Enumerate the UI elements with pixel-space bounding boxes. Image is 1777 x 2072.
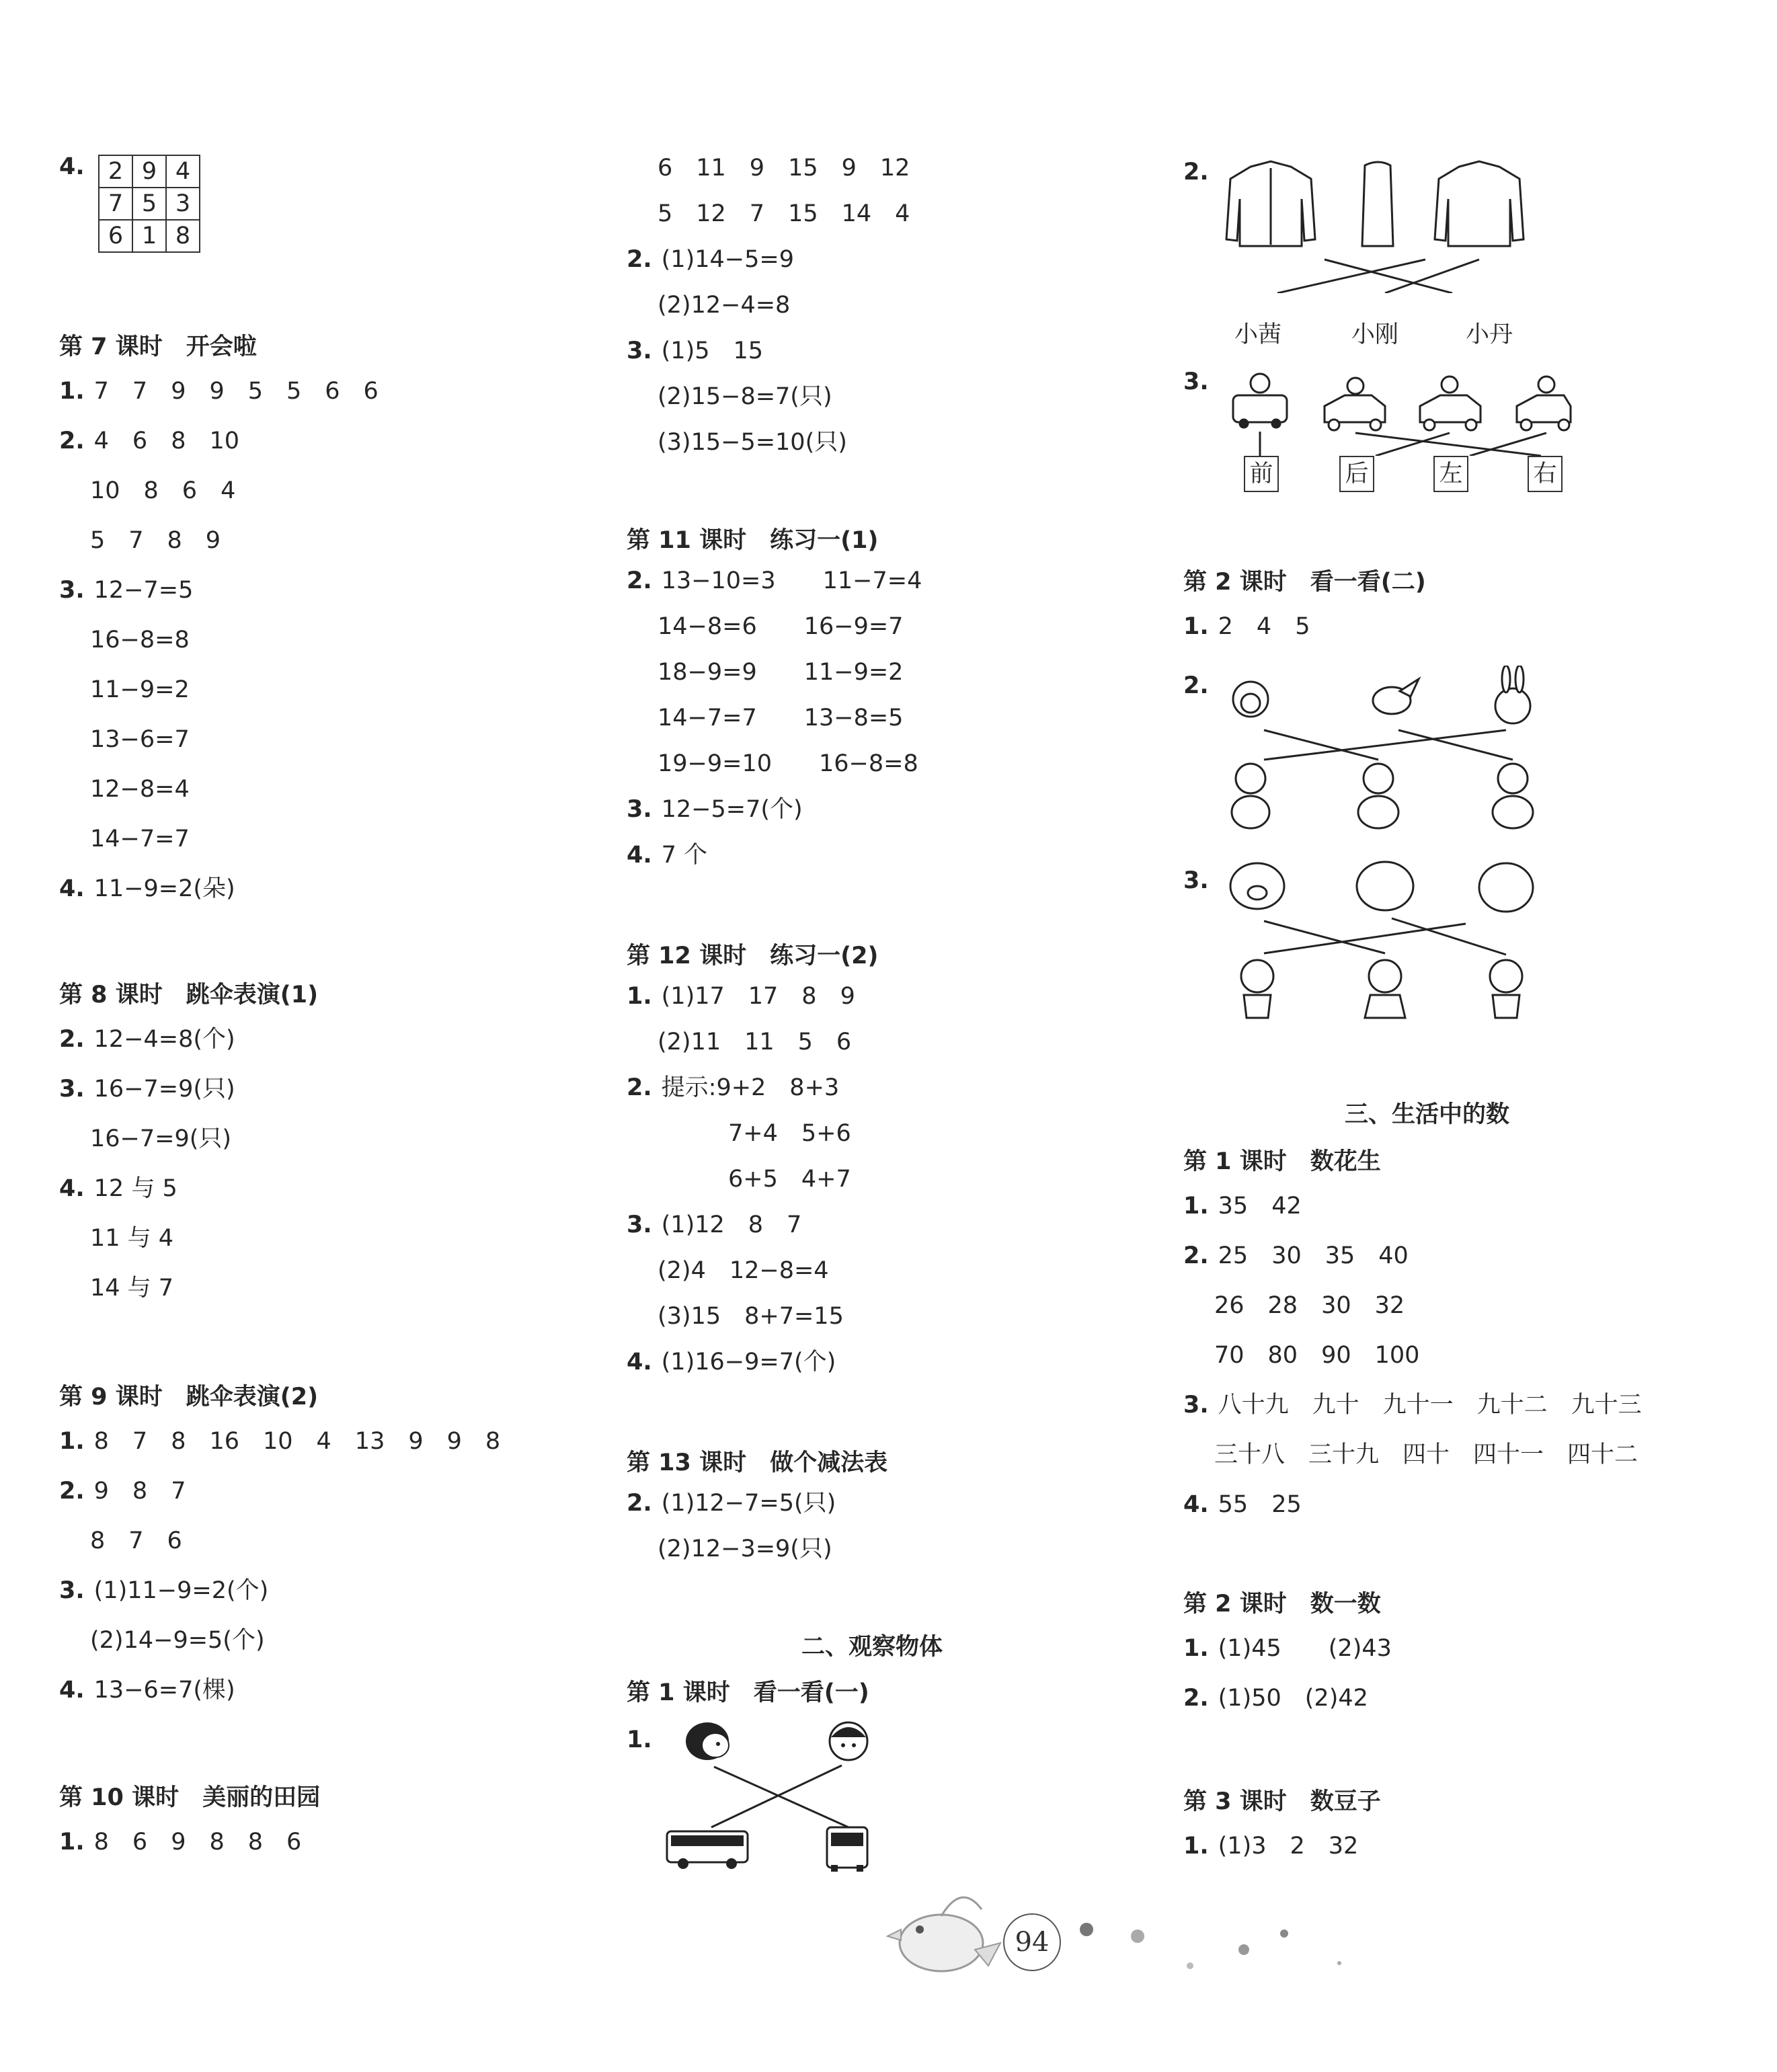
section-title-7: 第 7 课时 开会啦 (59, 333, 257, 360)
answer-line (1183, 1292, 1405, 1319)
answer-line (59, 1125, 231, 1152)
question-number: 4. (59, 875, 85, 902)
answer-line (627, 1029, 851, 1055)
answer-text: (1)45 (2)43 (1218, 1635, 1392, 1662)
answer-line (1183, 1392, 1642, 1419)
question-number: 2. (59, 1026, 85, 1053)
answer-line (627, 429, 847, 456)
answer-line (59, 1225, 173, 1252)
answer-text: 5 7 8 9 (90, 527, 221, 554)
section-title-12: 第 12 课时 练习一(2) (627, 943, 879, 969)
answer-text: 6+5 4+7 (658, 1166, 851, 1193)
name-xiaoqian: 小茜 (1234, 321, 1282, 348)
unit3-section-title-2: 第 2 课时 数一数 (1183, 1591, 1381, 1618)
shirt-back-icon (1435, 161, 1524, 246)
answer-text: 16−8=8 (90, 627, 190, 653)
answer-text: 5 12 7 15 14 4 (658, 200, 910, 227)
cell: 8 (166, 220, 200, 252)
answer-line (627, 796, 803, 823)
question-number: 1. (59, 378, 85, 405)
answer-line (59, 1478, 186, 1505)
shirt-front-icon (1226, 161, 1315, 246)
answer-text: 14−7=7 13−8=5 (658, 705, 904, 731)
question-number: 2. (1183, 1242, 1209, 1269)
answer-text: (1)50 (2)42 (1218, 1685, 1368, 1712)
answer-text: 4 6 8 10 (93, 428, 239, 454)
answer-text: 7 个 (661, 842, 708, 869)
car-left-icon (1420, 376, 1480, 430)
cars-figure (1224, 368, 1573, 456)
answer-text: 12−5=7(个) (661, 796, 803, 823)
answer-line (59, 1627, 265, 1654)
answer-line (627, 567, 922, 594)
answer-line (1183, 1635, 1392, 1662)
magic-square (98, 155, 200, 253)
answer-text: 10 8 6 4 (90, 477, 236, 504)
bus-front-icon (827, 1827, 867, 1872)
answer-text: (1)14−5=9 (661, 246, 794, 273)
question-number: 4. (1183, 1491, 1209, 1518)
boy-face-icon (830, 1722, 867, 1760)
unit3-section-title-3: 第 3 课时 数豆子 (1183, 1788, 1381, 1815)
answer-line (59, 1076, 235, 1103)
answer-line (1183, 1193, 1302, 1220)
answer-text: (2)11 11 5 6 (658, 1029, 852, 1055)
question-number: 1. (59, 1428, 85, 1455)
answer-line (59, 1829, 301, 1856)
answer-text: (1)12 8 7 (661, 1211, 802, 1238)
question-number: 1. (1183, 1635, 1209, 1662)
answer-line (59, 826, 190, 852)
cell: 4 (166, 155, 200, 188)
answer-text: (1)12−7=5(只) (661, 1490, 836, 1517)
answer-line (627, 1349, 836, 1376)
answer-line (627, 292, 790, 319)
answer-text: (1)16−9=7(个) (661, 1349, 836, 1376)
pig-back-icon (1357, 862, 1413, 910)
answer-text: 14−8=6 16−9=7 (658, 613, 904, 640)
answer-line (627, 383, 832, 410)
answer-text: 9 8 7 (93, 1478, 186, 1505)
answer-line (1183, 1491, 1302, 1518)
answer-line (1183, 1441, 1638, 1468)
answer-text: 16−7=9(只) (93, 1076, 235, 1103)
answer-text: (1)11−9=2(个) (93, 1577, 269, 1604)
answer-line (59, 1275, 173, 1302)
answer-line (627, 1166, 851, 1193)
question-number: 2. (627, 567, 652, 594)
unit-2-title: 二、观察物体 (801, 1634, 943, 1661)
answer-line (627, 200, 910, 227)
answer-text: 35 42 (1218, 1193, 1302, 1220)
answer-line (627, 983, 855, 1010)
answer-text: 13−6=7 (90, 726, 190, 753)
answer-line (59, 527, 221, 554)
u2s2-q1: 1. 2 4 5 (1183, 613, 1310, 640)
answer-text: 70 80 90 100 (1214, 1342, 1420, 1369)
section-title-11: 第 11 课时 练习一(1) (627, 527, 879, 554)
c3-q3-label: 3. (1183, 368, 1209, 395)
answer-text: 三十八 三十九 四十 四十一 四十二 (1214, 1441, 1638, 1468)
answer-line (1183, 1242, 1409, 1269)
answer-text: 26 28 30 32 (1214, 1292, 1405, 1319)
question-number: 3. (1183, 1392, 1209, 1419)
cell: 9 (132, 155, 166, 188)
unit3-section-title-1: 第 1 课时 数花生 (1183, 1148, 1381, 1175)
car-front-icon (1233, 374, 1287, 428)
answer-text: 提示:9+2 8+3 (661, 1074, 840, 1101)
answer-text: 16−7=9(只) (90, 1125, 232, 1152)
faces-vehicles-figure (660, 1713, 875, 1874)
answer-text: 18−9=9 11−9=2 (658, 659, 904, 686)
answer-text: (2)14−9=5(个) (90, 1627, 265, 1654)
question-number: 2. (59, 428, 85, 454)
u2s2-q3-label: 3. (1183, 867, 1209, 894)
answer-text: 12 与 5 (93, 1175, 177, 1202)
answer-line (59, 378, 379, 405)
answer-line (59, 1527, 182, 1554)
answer-line (627, 659, 903, 686)
answer-text: 7+4 5+6 (658, 1120, 851, 1147)
teddy-bear-back-icon (1493, 764, 1533, 828)
answer-line (59, 1428, 500, 1455)
boy-right-icon (1490, 960, 1522, 1018)
dots-decoration-icon (1076, 1916, 1358, 1970)
answer-line (627, 337, 763, 364)
pig-side-icon (1479, 863, 1533, 912)
section-title-13: 第 13 课时 做个减法表 (627, 1449, 888, 1476)
answer-line (627, 750, 918, 777)
cell: 1 (132, 220, 166, 252)
answer-text: 11 与 4 (90, 1225, 174, 1252)
unit2-section-title-1: 第 1 课时 看一看(一) (627, 1679, 869, 1706)
section-title-10: 第 10 课时 美丽的田园 (59, 1784, 321, 1811)
answer-line (1183, 1342, 1419, 1369)
answer-line (627, 1120, 851, 1147)
question-number: 1. (1183, 1833, 1209, 1860)
cell: 3 (166, 188, 200, 220)
dir-box-right: 右 (1528, 456, 1563, 492)
answer-line (59, 1677, 235, 1704)
question-number: 1. (1183, 1193, 1209, 1220)
answer-line (627, 613, 903, 640)
car-right-icon (1517, 376, 1571, 430)
question-number: 4. (59, 1677, 85, 1704)
answer-text: 14−7=7 (90, 826, 190, 852)
name-xiaogang: 小刚 (1351, 321, 1399, 348)
question-number: 3. (59, 1577, 85, 1604)
answer-text: 11−9=2 (90, 676, 190, 703)
question-number: 3. (59, 577, 85, 604)
answer-line (627, 842, 707, 869)
answer-text: 13−10=3 11−7=4 (661, 567, 922, 594)
teddy-bear-side-icon (1232, 764, 1269, 828)
answer-line (627, 1074, 839, 1101)
answer-line (59, 627, 190, 653)
section-title-9: 第 9 课时 跳伞表演(2) (59, 1384, 319, 1410)
c3-q2-label: 2. (1183, 159, 1209, 186)
answer-line (59, 875, 235, 902)
dir-box-back: 后 (1339, 456, 1374, 492)
answer-text: 八十九 九十 九十一 九十二 九十三 (1218, 1392, 1642, 1419)
answer-text: 19−9=10 16−8=8 (658, 750, 918, 777)
pig-front-icon (1230, 863, 1284, 909)
bus-side-icon (667, 1831, 748, 1869)
u2s1-q1: 1. (627, 1726, 652, 1753)
answer-text: (1)17 17 8 9 (661, 983, 855, 1010)
answer-line (59, 477, 235, 504)
answer-line (59, 676, 190, 703)
boy-left-icon (1241, 960, 1273, 1018)
question-number: 2. (59, 1478, 85, 1505)
bird-icon (1373, 679, 1419, 714)
answer-line (59, 428, 239, 454)
car-back-icon (1325, 378, 1385, 430)
question-number: 2. (627, 246, 652, 273)
shirts-figure (1224, 159, 1546, 293)
answer-text: 12−4=8(个) (93, 1026, 235, 1053)
name-xiaodan: 小丹 (1466, 321, 1513, 348)
girl-center-icon (1365, 960, 1405, 1018)
teddy-bear-front-icon (1358, 764, 1398, 828)
question-number: 4. (59, 1175, 85, 1202)
rabbit-face-icon (1495, 666, 1530, 723)
cell: 7 (99, 188, 132, 220)
cell: 5 (132, 188, 166, 220)
answer-line (627, 1303, 844, 1330)
answer-line (627, 155, 910, 182)
u2s2-q2-label: 2. (1183, 672, 1209, 699)
answer-text: 12−7=5 (93, 577, 194, 604)
bird-decoration-icon (881, 1882, 1002, 1977)
answer-line (627, 1536, 832, 1562)
dir-box-front: 前 (1244, 456, 1279, 492)
answer-text: (2)15−8=7(只) (658, 383, 832, 410)
answer-text: (2)12−4=8 (658, 292, 791, 319)
question-number: 2. (1183, 1685, 1209, 1712)
answer-text: (2)12−3=9(只) (658, 1536, 832, 1562)
answer-line (627, 1490, 836, 1517)
question-number: 3. (627, 337, 652, 364)
answer-text: (3)15−5=10(只) (658, 429, 847, 456)
answer-text: 13−6=7(棵) (93, 1677, 235, 1704)
q4-label: 4. (59, 153, 85, 180)
question-number: 3. (627, 796, 652, 823)
page-number: 94 (1003, 1913, 1061, 1971)
answer-line (1183, 1685, 1368, 1712)
answer-text: 6 11 9 15 9 12 (658, 155, 910, 182)
answer-line (627, 1257, 829, 1284)
answer-text: (2)4 12−8=4 (658, 1257, 829, 1284)
question-number: 1. (627, 983, 652, 1010)
answer-text: 14 与 7 (90, 1275, 174, 1302)
answer-text: 55 25 (1218, 1491, 1302, 1518)
monkey-face-icon (1233, 682, 1268, 717)
answer-line (627, 705, 903, 731)
answer-line (1183, 1833, 1358, 1860)
answer-text: (1)5 15 (661, 337, 764, 364)
answer-line (59, 577, 193, 604)
unit2-section-title-2: 第 2 课时 看一看(二) (1183, 569, 1426, 596)
answer-line (59, 776, 190, 803)
answer-line (627, 1211, 801, 1238)
answer-line (59, 1577, 268, 1604)
girl-face-icon (686, 1722, 729, 1760)
answer-text: 8 7 8 16 10 4 13 9 9 8 (93, 1428, 501, 1455)
answer-text: 25 30 35 40 (1218, 1242, 1409, 1269)
answer-text: 12−8=4 (90, 776, 190, 803)
dir-box-left: 左 (1433, 456, 1468, 492)
answer-text: 8 7 6 (90, 1527, 182, 1554)
question-number: 4. (627, 842, 652, 869)
animals-figure (1224, 666, 1560, 834)
answer-text: 7 7 9 9 5 5 6 6 (93, 378, 379, 405)
answer-line (59, 1175, 177, 1202)
shirt-side-icon (1362, 162, 1393, 246)
question-number: 3. (627, 1211, 652, 1238)
cell: 2 (99, 155, 132, 188)
answer-text: (1)3 2 32 (1218, 1833, 1359, 1860)
answer-text: (3)15 8+7=15 (658, 1303, 844, 1330)
answer-text: 8 6 9 8 8 6 (93, 1829, 302, 1856)
question-number: 3. (59, 1076, 85, 1103)
answer-line (59, 726, 190, 753)
question-number: 2. (627, 1074, 652, 1101)
cell: 6 (99, 220, 132, 252)
section-title-8: 第 8 课时 跳伞表演(1) (59, 982, 319, 1008)
answer-line (59, 1026, 235, 1053)
question-number: 4. (627, 1349, 652, 1376)
pigs-kids-figure (1224, 854, 1546, 1022)
unit-3-title: 三、生活中的数 (1345, 1101, 1510, 1128)
question-number: 1. (59, 1829, 85, 1856)
question-number: 2. (627, 1490, 652, 1517)
answer-line (627, 246, 794, 273)
answer-text: 11−9=2(朵) (93, 875, 235, 902)
